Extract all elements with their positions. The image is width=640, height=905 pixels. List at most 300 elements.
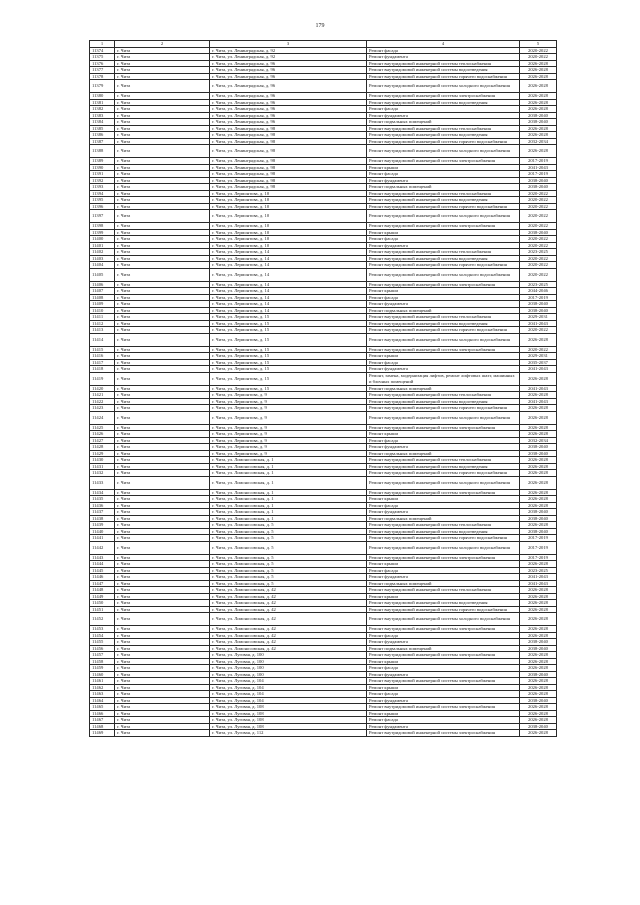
municipality: г. Чита	[115, 658, 210, 665]
period: 2026-2028	[520, 463, 557, 470]
municipality: г. Чита	[115, 47, 210, 54]
municipality: г. Чита	[115, 288, 210, 295]
address: г. Чита, ул. Лермонтова, д. 15	[210, 359, 367, 366]
period: 2020-2022	[520, 210, 557, 223]
address: г. Чита, ул. Ломоносовская, д. 5	[210, 580, 367, 587]
address: г. Чита, ул. Луговая, д. 100	[210, 671, 367, 678]
period: 2026-2028	[520, 730, 557, 737]
address: г. Чита, ул. Ленинградская, д. 98	[210, 132, 367, 139]
work-type: Ремонт внутридомовой инженерной системы теплоснабжения	[367, 125, 520, 132]
address: г. Чита, ул. Лермонтова, д. 14	[210, 301, 367, 308]
address: г. Чита, ул. Лермонтова, д. 14	[210, 294, 367, 301]
address: г. Чита, ул. Лермонтова, д. 9	[210, 398, 367, 405]
work-type: Ремонт внутридомовой инженерной системы теплоснабжения	[367, 587, 520, 594]
period: 2026-2028	[520, 411, 557, 424]
row-number: 11398	[90, 223, 115, 230]
work-type: Ремонт фундамента	[367, 639, 520, 646]
work-type: Ремонт крыши	[367, 658, 520, 665]
municipality: г. Чита	[115, 54, 210, 61]
municipality: г. Чита	[115, 60, 210, 67]
work-type: Ремонт внутридомовой инженерной системы водоотведения	[367, 320, 520, 327]
address: г. Чита, ул. Лермонтова, д. 14	[210, 307, 367, 314]
municipality: г. Чита	[115, 678, 210, 685]
period: 2020-2022	[520, 255, 557, 262]
row-number: 11387	[90, 138, 115, 145]
municipality: г. Чита	[115, 119, 210, 126]
row-number: 11459	[90, 665, 115, 672]
row-number: 11456	[90, 645, 115, 652]
row-number: 11382	[90, 106, 115, 113]
municipality: г. Чита	[115, 411, 210, 424]
address: г. Чита, ул. Ленинградская, д. 98	[210, 177, 367, 184]
work-type: Ремонт внутридомовой инженерной системы горячего водоснабжения	[367, 73, 520, 80]
period: 2017-2019	[520, 541, 557, 554]
row-number: 11431	[90, 463, 115, 470]
work-type: Ремонт фундамента	[367, 444, 520, 451]
work-type: Ремонт фундамента	[367, 242, 520, 249]
period: 2041-2043	[520, 385, 557, 392]
work-type: Ремонт подвальных помещений	[367, 645, 520, 652]
period: 2026-2028	[520, 125, 557, 132]
municipality: г. Чита	[115, 684, 210, 691]
work-type: Ремонт фундамента	[367, 697, 520, 704]
table-row	[90, 411, 557, 424]
period: 2020-2022	[520, 346, 557, 353]
municipality: г. Чита	[115, 320, 210, 327]
work-type: Ремонт внутридомовой инженерной системы холодного водоснабжения	[367, 333, 520, 346]
address: г. Чита, ул. Лермонтова, д. 14	[210, 268, 367, 281]
row-number: 11458	[90, 658, 115, 665]
municipality: г. Чита	[115, 164, 210, 171]
address: г. Чита, ул. Лермонтова, д. 10	[210, 236, 367, 243]
row-number: 11408	[90, 294, 115, 301]
row-number: 11424	[90, 411, 115, 424]
row-number: 11457	[90, 652, 115, 659]
period: 2026-2028	[520, 652, 557, 659]
work-type: Ремонт подвальных помещений	[367, 515, 520, 522]
row-number: 11383	[90, 112, 115, 119]
municipality: г. Чита	[115, 554, 210, 561]
address: г. Чита, ул. Ломоносовская, д. 1	[210, 476, 367, 489]
municipality: г. Чита	[115, 158, 210, 165]
work-type: Ремонт внутридомовой инженерной системы горячего водоснабжения	[367, 405, 520, 412]
period: 2029-2031	[520, 353, 557, 360]
period: 2026-2028	[520, 333, 557, 346]
period: 2020-2022	[520, 203, 557, 210]
address: г. Чита, ул. Ломоносовская, д. 42	[210, 639, 367, 646]
address: г. Чита, ул. Ломоносовская, д. 5	[210, 528, 367, 535]
column-number: 4	[367, 41, 520, 48]
municipality: г. Чита	[115, 73, 210, 80]
period: 2026-2028	[520, 93, 557, 100]
address: г. Чита, ул. Ленинградская, д. 96	[210, 99, 367, 106]
period: 2038-2040	[520, 723, 557, 730]
row-number: 11409	[90, 301, 115, 308]
period: 2041-2043	[520, 574, 557, 581]
work-type: Ремонт внутридомовой инженерной системы холодного водоснабжения	[367, 541, 520, 554]
row-number: 11379	[90, 80, 115, 93]
row-number: 11396	[90, 203, 115, 210]
municipality: г. Чита	[115, 470, 210, 477]
row-number: 11443	[90, 554, 115, 561]
work-type: Ремонт фасада	[367, 236, 520, 243]
address: г. Чита, ул. Лермонтова, д. 9	[210, 444, 367, 451]
municipality: г. Чита	[115, 262, 210, 269]
row-number: 11415	[90, 346, 115, 353]
period: 2020-2022	[520, 54, 557, 61]
row-number: 11388	[90, 145, 115, 158]
address: г. Чита, ул. Ломоносовская, д. 42	[210, 587, 367, 594]
row-number: 11423	[90, 405, 115, 412]
period: 2032-2034	[520, 138, 557, 145]
work-type: Ремонт фундамента	[367, 509, 520, 516]
period: 2026-2028	[520, 632, 557, 639]
address: г. Чита, ул. Лермонтова, д. 14	[210, 262, 367, 269]
period: 2038-2040	[520, 112, 557, 119]
row-number: 11420	[90, 385, 115, 392]
period: 2038-2040	[520, 184, 557, 191]
period: 2020-2022	[520, 223, 557, 230]
work-type: Ремонт подвальных помещений	[367, 580, 520, 587]
period: 2026-2028	[520, 522, 557, 529]
row-number: 11427	[90, 437, 115, 444]
address: г. Чита, ул. Ломоносовская, д. 1	[210, 515, 367, 522]
row-number: 11410	[90, 307, 115, 314]
municipality: г. Чита	[115, 281, 210, 288]
row-number: 11467	[90, 717, 115, 724]
address: г. Чита, ул. Лермонтова, д. 9	[210, 405, 367, 412]
address: г. Чита, ул. Луговая, д. 104	[210, 691, 367, 698]
work-type: Ремонт внутридомовой инженерной системы теплоснабжения	[367, 392, 520, 399]
work-type: Ремонт внутридомовой инженерной системы электроснабжения	[367, 346, 520, 353]
address: г. Чита, ул. Лермонтова, д. 9	[210, 392, 367, 399]
period: 2026-2028	[520, 496, 557, 503]
work-type: Ремонт внутридомовой инженерной системы водоотведения	[367, 132, 520, 139]
row-number: 11377	[90, 67, 115, 74]
address: г. Чита, ул. Ленинградская, д. 92	[210, 54, 367, 61]
row-number: 11394	[90, 190, 115, 197]
address: г. Чита, ул. Ломоносовская, д. 1	[210, 509, 367, 516]
municipality: г. Чита	[115, 385, 210, 392]
municipality: г. Чита	[115, 613, 210, 626]
period: 2026-2028	[520, 60, 557, 67]
period: 2041-2043	[520, 580, 557, 587]
period: 2017-2019	[520, 158, 557, 165]
work-type: Ремонт фасада	[367, 691, 520, 698]
row-number: 11411	[90, 314, 115, 321]
work-type: Ремонт внутридомовой инженерной системы холодного водоснабжения	[367, 613, 520, 626]
row-number: 11465	[90, 704, 115, 711]
municipality: г. Чита	[115, 522, 210, 529]
row-number: 11464	[90, 697, 115, 704]
period: 2017-2019	[520, 535, 557, 542]
address: г. Чита, ул. Ломоносовская, д. 42	[210, 600, 367, 607]
address: г. Чита, ул. Лермонтова, д. 10	[210, 242, 367, 249]
address: г. Чита, ул. Ленинградская, д. 96	[210, 80, 367, 93]
row-number: 11392	[90, 177, 115, 184]
work-type: Ремонт фасада	[367, 632, 520, 639]
row-number: 11407	[90, 288, 115, 295]
municipality: г. Чита	[115, 639, 210, 646]
row-number: 11422	[90, 398, 115, 405]
municipality: г. Чита	[115, 229, 210, 236]
work-type: Ремонт крыши	[367, 431, 520, 438]
period: 2026-2028	[520, 372, 557, 385]
period: 2026-2028	[520, 424, 557, 431]
work-type: Ремонт внутридомовой инженерной системы холодного водоснабжения	[367, 145, 520, 158]
municipality: г. Чита	[115, 112, 210, 119]
row-number: 11417	[90, 359, 115, 366]
period: 2026-2028	[520, 99, 557, 106]
period: 2020-2022	[520, 262, 557, 269]
work-type: Ремонт фасада	[367, 359, 520, 366]
row-number: 11442	[90, 541, 115, 554]
table-row	[90, 372, 557, 385]
address: г. Чита, ул. Лермонтова, д. 9	[210, 450, 367, 457]
row-number: 11449	[90, 593, 115, 600]
municipality: г. Чита	[115, 327, 210, 334]
municipality: г. Чита	[115, 587, 210, 594]
period: 2023-2025	[520, 567, 557, 574]
address: г. Чита, ул. Ломоносовская, д. 5	[210, 561, 367, 568]
municipality: г. Чита	[115, 171, 210, 178]
address: г. Чита, ул. Ленинградская, д. 96	[210, 119, 367, 126]
table-row	[90, 80, 557, 93]
address: г. Чита, ул. Ленинградская, д. 96	[210, 93, 367, 100]
work-type: Ремонт внутридомовой инженерной системы горячего водоснабжения	[367, 470, 520, 477]
period: 2026-2028	[520, 457, 557, 464]
row-number: 11435	[90, 496, 115, 503]
address: г. Чита, ул. Ломоносовская, д. 42	[210, 606, 367, 613]
period: 2041-2043	[520, 164, 557, 171]
work-type: Ремонт внутридомовой инженерной системы водоотведения	[367, 197, 520, 204]
work-type: Ремонт крыши	[367, 561, 520, 568]
work-type: Ремонт фундамента	[367, 301, 520, 308]
work-type: Ремонт фасада	[367, 567, 520, 574]
table-row	[90, 730, 557, 737]
address: г. Чита, ул. Ленинградская, д. 96	[210, 73, 367, 80]
period: 2017-2019	[520, 171, 557, 178]
municipality: г. Чита	[115, 567, 210, 574]
address: г. Чита, ул. Лермонтова, д. 10	[210, 229, 367, 236]
period: 2038-2040	[520, 119, 557, 126]
row-number: 11374	[90, 47, 115, 54]
work-type: Ремонт фундамента	[367, 177, 520, 184]
row-number: 11433	[90, 476, 115, 489]
table-row	[90, 268, 557, 281]
row-number: 11404	[90, 262, 115, 269]
address: г. Чита, ул. Ленинградская, д. 96	[210, 106, 367, 113]
municipality: г. Чита	[115, 184, 210, 191]
period: 2026-2028	[520, 145, 557, 158]
row-number: 11434	[90, 489, 115, 496]
row-number: 11385	[90, 125, 115, 132]
period: 2029-2031	[520, 314, 557, 321]
work-type: Ремонт внутридомовой инженерной системы электроснабжения	[367, 652, 520, 659]
address: г. Чита, ул. Луговая, д. 100	[210, 665, 367, 672]
address: г. Чита, ул. Ломоносовская, д. 5	[210, 541, 367, 554]
work-type: Ремонт внутридомовой инженерной системы горячего водоснабжения	[367, 138, 520, 145]
municipality: г. Чита	[115, 307, 210, 314]
address: г. Чита, ул. Ломоносовская, д. 1	[210, 489, 367, 496]
work-type: Ремонт внутридомовой инженерной системы электроснабжения	[367, 93, 520, 100]
address: г. Чита, ул. Луговая, д. 108	[210, 723, 367, 730]
period: 2035-2037	[520, 359, 557, 366]
period: 2026-2028	[520, 600, 557, 607]
table-row	[90, 476, 557, 489]
work-type: Ремонт внутридомовой инженерной системы водоотведения	[367, 528, 520, 535]
row-number: 11413	[90, 327, 115, 334]
period: 2038-2040	[520, 301, 557, 308]
address: г. Чита, ул. Луговая, д. 108	[210, 704, 367, 711]
work-type: Ремонт внутридомовой инженерной системы электроснабжения	[367, 424, 520, 431]
address: г. Чита, ул. Луговая, д. 100	[210, 652, 367, 659]
period: 2038-2040	[520, 697, 557, 704]
municipality: г. Чита	[115, 489, 210, 496]
work-type: Ремонт внутридомовой инженерной системы холодного водоснабжения	[367, 268, 520, 281]
address: г. Чита, ул. Ломоносовская, д. 1	[210, 457, 367, 464]
period: 2041-2043	[520, 398, 557, 405]
work-type: Ремонт фасада	[367, 717, 520, 724]
row-number: 11406	[90, 281, 115, 288]
municipality: г. Чита	[115, 333, 210, 346]
period: 2026-2028	[520, 710, 557, 717]
column-number: 5	[520, 41, 557, 48]
period: 2026-2028	[520, 489, 557, 496]
period: 2026-2028	[520, 606, 557, 613]
municipality: г. Чита	[115, 223, 210, 230]
address: г. Чита, ул. Лермонтова, д. 9	[210, 424, 367, 431]
period: 2026-2028	[520, 665, 557, 672]
row-number: 11414	[90, 333, 115, 346]
municipality: г. Чита	[115, 80, 210, 93]
address: г. Чита, ул. Ломоносовская, д. 1	[210, 463, 367, 470]
work-type: Ремонт внутридомовой инженерной системы теплоснабжения	[367, 522, 520, 529]
municipality: г. Чита	[115, 424, 210, 431]
address: г. Чита, ул. Ломоносовская, д. 1	[210, 502, 367, 509]
work-type: Ремонт внутридомовой инженерной системы холодного водоснабжения	[367, 411, 520, 424]
address: г. Чита, ул. Ломоносовская, д. 5	[210, 567, 367, 574]
period: 2026-2028	[520, 658, 557, 665]
municipality: г. Чита	[115, 431, 210, 438]
municipality: г. Чита	[115, 717, 210, 724]
municipality: г. Чита	[115, 535, 210, 542]
municipality: г. Чита	[115, 723, 210, 730]
row-number: 11403	[90, 255, 115, 262]
work-type: Ремонт внутридомовой инженерной системы водоотведения	[367, 99, 520, 106]
work-type: Ремонт крыши	[367, 164, 520, 171]
period: 2026-2028	[520, 73, 557, 80]
address: г. Чита, ул. Лермонтова, д. 15	[210, 314, 367, 321]
municipality: г. Чита	[115, 626, 210, 633]
row-number: 11395	[90, 197, 115, 204]
work-type: Ремонт внутридомовой инженерной системы электроснабжения	[367, 626, 520, 633]
address: г. Чита, ул. Луговая, д. 100	[210, 658, 367, 665]
row-number: 11436	[90, 502, 115, 509]
period: 2026-2028	[520, 704, 557, 711]
row-number: 11376	[90, 60, 115, 67]
work-type: Ремонт фасада	[367, 502, 520, 509]
row-number: 11401	[90, 242, 115, 249]
address: г. Чита, ул. Лермонтова, д. 10	[210, 210, 367, 223]
address: г. Чита, ул. Ломоносовская, д. 5	[210, 554, 367, 561]
row-number: 11384	[90, 119, 115, 126]
period: 2044-2046	[520, 288, 557, 295]
work-type: Ремонт внутридомовой инженерной системы теплоснабжения	[367, 190, 520, 197]
column-number: 1	[90, 41, 115, 48]
municipality: г. Чита	[115, 210, 210, 223]
work-type: Ремонт внутридомовой инженерной системы теплоснабжения	[367, 60, 520, 67]
address: г. Чита, ул. Лермонтова, д. 10	[210, 197, 367, 204]
row-number: 11389	[90, 158, 115, 165]
work-type: Ремонт внутридомовой инженерной системы водоотведения	[367, 398, 520, 405]
municipality: г. Чита	[115, 496, 210, 503]
work-type: Ремонт подвальных помещений	[367, 119, 520, 126]
table-row	[90, 613, 557, 626]
row-number: 11438	[90, 515, 115, 522]
period: 2026-2028	[520, 626, 557, 633]
municipality: г. Чита	[115, 346, 210, 353]
work-type: Ремонт фундамента	[367, 723, 520, 730]
municipality: г. Чита	[115, 671, 210, 678]
address: г. Чита, ул. Лермонтова, д. 9	[210, 431, 367, 438]
period: 2026-2028	[520, 106, 557, 113]
municipality: г. Чита	[115, 710, 210, 717]
address: г. Чита, ул. Ломоносовская, д. 1	[210, 470, 367, 477]
work-type: Ремонт внутридомовой инженерной системы теплоснабжения	[367, 249, 520, 256]
work-type: Ремонт фасада	[367, 171, 520, 178]
work-type: Ремонт фундамента	[367, 112, 520, 119]
table-row	[90, 333, 557, 346]
table-row	[90, 145, 557, 158]
address: г. Чита, ул. Ленинградская, д. 98	[210, 164, 367, 171]
address: г. Чита, ул. Ломоносовская, д. 5	[210, 574, 367, 581]
row-number: 11455	[90, 639, 115, 646]
row-number: 11453	[90, 626, 115, 633]
work-type: Ремонт внутридомовой инженерной системы холодного водоснабжения	[367, 80, 520, 93]
row-number: 11391	[90, 171, 115, 178]
municipality: г. Чита	[115, 99, 210, 106]
address: г. Чита, ул. Ленинградская, д. 98	[210, 184, 367, 191]
row-number: 11375	[90, 54, 115, 61]
address: г. Чита, ул. Ломоносовская, д. 5	[210, 535, 367, 542]
municipality: г. Чита	[115, 509, 210, 516]
work-type: Ремонт внутридомовой инженерной системы электроснабжения	[367, 489, 520, 496]
work-type: Ремонт фасада	[367, 437, 520, 444]
period: 2026-2028	[520, 613, 557, 626]
period: 2020-2022	[520, 242, 557, 249]
municipality: г. Чита	[115, 541, 210, 554]
work-type: Ремонт внутридомовой инженерной системы горячего водоснабжения	[367, 606, 520, 613]
work-type: Ремонт крыши	[367, 710, 520, 717]
period: 2041-2043	[520, 366, 557, 373]
column-number: 3	[210, 41, 367, 48]
municipality: г. Чита	[115, 106, 210, 113]
row-number: 11386	[90, 132, 115, 139]
period: 2026-2028	[520, 593, 557, 600]
period: 2038-2040	[520, 509, 557, 516]
row-number: 11430	[90, 457, 115, 464]
address: г. Чита, ул. Луговая, д. 104	[210, 684, 367, 691]
period: 2023-2025	[520, 249, 557, 256]
row-number: 11452	[90, 613, 115, 626]
table-body	[90, 47, 557, 736]
period: 2026-2028	[520, 561, 557, 568]
address: г. Чита, ул. Ленинградская, д. 92	[210, 47, 367, 54]
row-number: 11419	[90, 372, 115, 385]
period: 2026-2028	[520, 587, 557, 594]
period: 2026-2028	[520, 470, 557, 477]
